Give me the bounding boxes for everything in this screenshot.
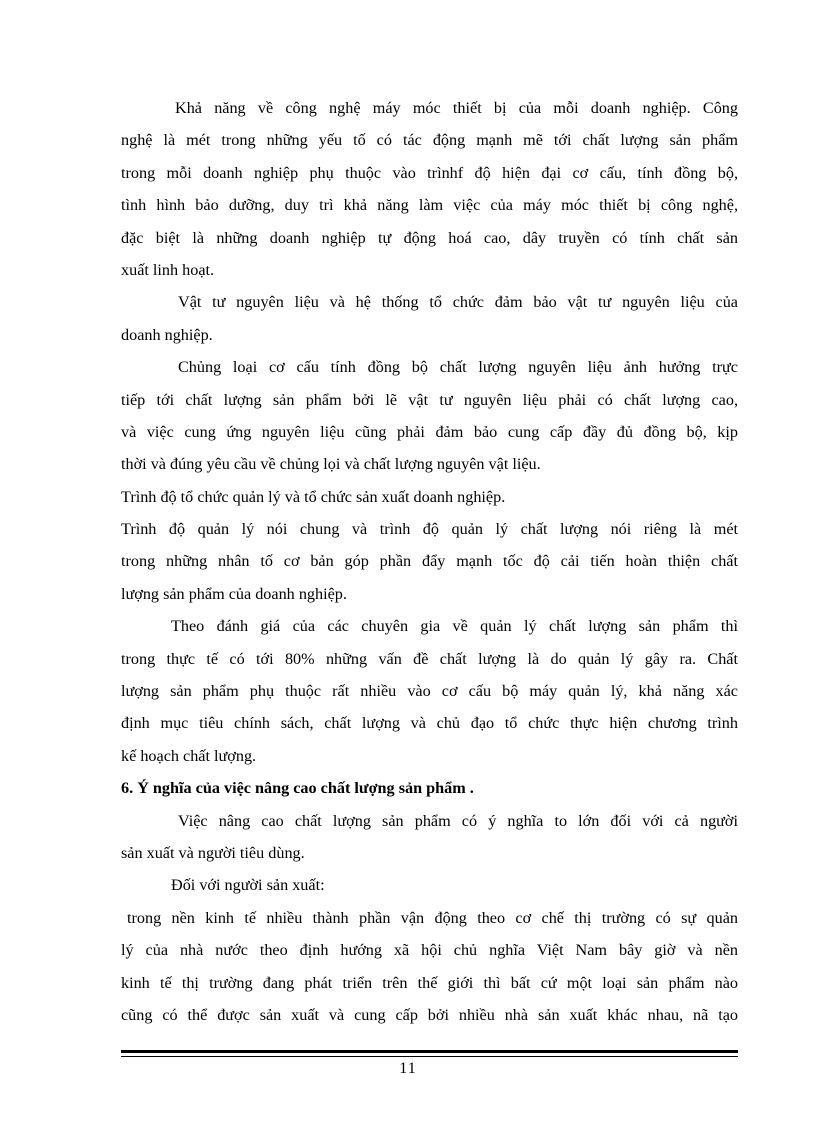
page-number: 11 [399, 1060, 417, 1077]
text-line: tình hình bảo dưỡng, duy trì khả năng làm việc của máy móc thiết bị công nghệ, [121, 196, 738, 215]
text-line: nghệ là mét trong những yếu tố có tác động mạnh mẽ tới chất lượng sản phẩm [121, 131, 738, 150]
text-line: Đối với người sản xuất: [171, 876, 325, 895]
text-line: Chủng loại cơ cấu tính đồng bộ chất lượng nguyên liệu ảnh hưởng trực [178, 358, 738, 377]
text-line: Việc nâng cao chất lượng sản phẩm có ý nghĩa to lớn đối với cả người [178, 811, 738, 830]
text-line: Trình độ quản lý nói chung và trình độ quản lý chất lượng nói riêng là mét [121, 520, 738, 539]
text-line: trong những nhân tố cơ bản góp phần đẩy mạnh tốc độ cải tiến hoàn thiện chất [121, 552, 738, 571]
text-line: kế hoạch chất lượng. [121, 746, 257, 765]
document-body [121, 92, 738, 1031]
text-line: đặc biệt là những doanh nghiệp tự động hoá cao, dây truyền có tính chất sản [121, 228, 738, 247]
text-line: lượng sản phẩm phụ thuộc rất nhiều vào cơ cấu bộ máy quản lý, khả năng xác [121, 682, 738, 701]
text-line: Theo đánh giá của các chuyên gia về quản lý chất lượng sản phẩm thì [171, 617, 738, 636]
text-line: Trình độ tổ chức quản lý và tổ chức sản xuất doanh nghiệp. [121, 487, 506, 506]
text-line: cũng có thể được sản xuất và cung cấp bởi nhiều nhà sản xuất khác nhau, nã tạo [121, 1005, 738, 1024]
text-line: trong thực tế có tới 80% những vấn đề chất lượng là do quản lý gây ra. Chất [121, 649, 738, 668]
text-line: trong nền kinh tế nhiều thành phần vận động theo cơ chế thị trường có sự quản [127, 908, 738, 927]
text-line: và việc cung ứng nguyên liệu cũng phải đảm bảo cung cấp đầy đủ đồng bộ, kịp [121, 422, 738, 441]
text-line: lý của nhà nước theo định hướng xã hội chủ nghĩa Việt Nam bây giờ và nền [121, 941, 738, 960]
text-line: định mục tiêu chính sách, chất lượng và chủ đạo tổ chức thực hiện chương trình [121, 714, 738, 733]
text-line: kinh tế thị trường đang phát triển trên thế giới thì bất cứ một loại sản phẩm nào [121, 973, 738, 992]
text-line: tiếp tới chất lượng sản phẩm bởi lẽ vật tư nguyên liệu phải có chất lượng cao, [121, 390, 738, 409]
text-line: trong mỗi doanh nghiệp phụ thuộc vào trìnhf độ hiện đại cơ cấu, tính đồng bộ, [121, 163, 738, 182]
text-line: Vật tư nguyên liệu và hệ thống tổ chức đảm bảo vật tư nguyên liệu của [178, 293, 738, 312]
text-line: Khả năng về công nghệ máy móc thiết bị của mỗi doanh nghiệp. Công [175, 99, 738, 117]
text-line: doanh nghiệp. [121, 325, 213, 344]
text-line: sản xuất và người tiêu dùng. [121, 843, 305, 862]
footer-rule-thick [121, 1050, 738, 1053]
footer-rule-thin [121, 1056, 738, 1057]
text-line: xuất linh hoạt. [121, 260, 215, 279]
section-heading: 6. Ý nghĩa của việc nâng cao chất lượng sản phẩm . [121, 779, 474, 798]
text-line: lượng sản phẩm của doanh nghiệp. [121, 584, 347, 603]
text-line: thời và đúng yêu cầu về chủng lọi và chất lượng nguyên vật liệu. [121, 455, 541, 474]
